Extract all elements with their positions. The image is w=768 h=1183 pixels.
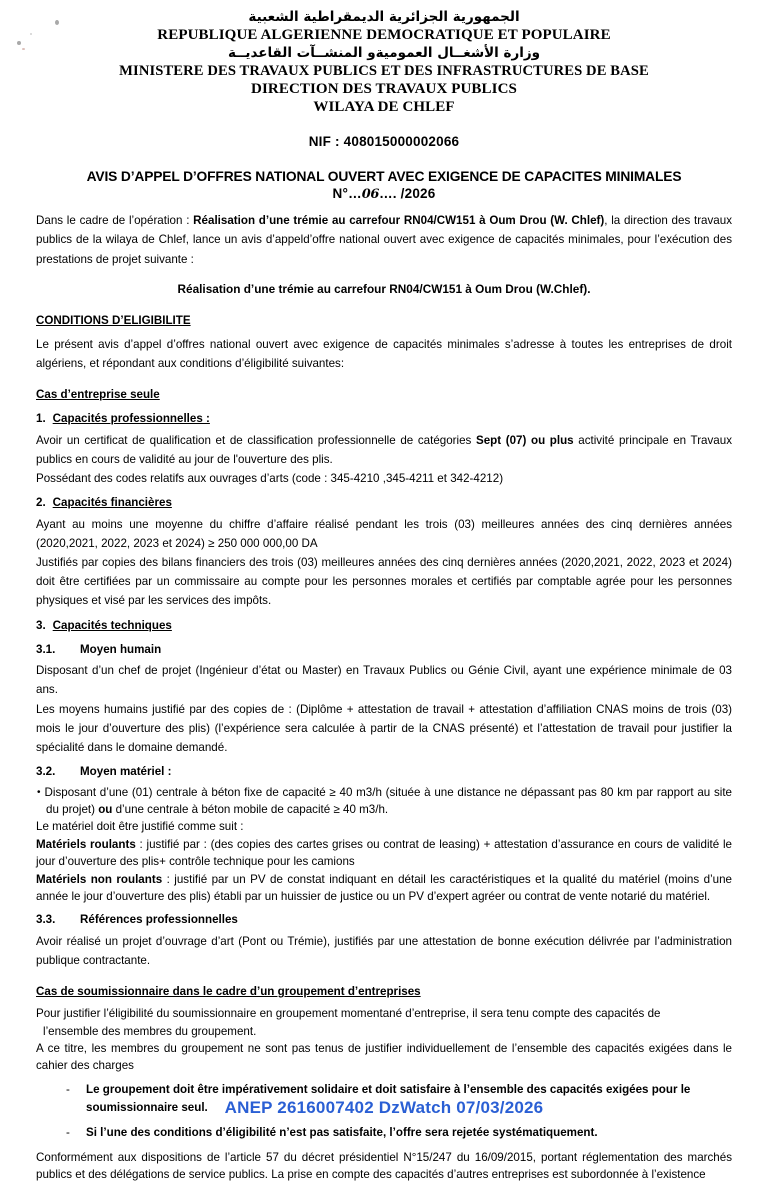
section-professional-title: Capacités professionnelles : (52, 412, 210, 426)
material-rolling-text: : justifié par : (des copies des cartes grises ou contrat de leasing) + attestation d’assurance en cours de validité le jour d’ouverture des plis+ contrôle technique pour les camions (36, 837, 732, 869)
notice-number-handwritten: 06 (361, 187, 380, 203)
notice-number-suffix: …. /2026 (379, 186, 436, 202)
section-professional-heading (36, 409, 732, 428)
material-bullet-concrete-plant (36, 784, 732, 819)
material-rolling-label: Matériels roulants (36, 837, 136, 851)
list-item: - Le groupement doit être impérativement solidaire et doit satisfaire à l’ensemble des capacités exigées pour le soumissionnaire seul. (36, 1081, 732, 1117)
subsection-human-heading (36, 640, 732, 659)
case-single-company-heading: Cas d’entreprise seule (36, 388, 160, 402)
material-non-rolling-text: : justifié par un PV de constat indiquant en détail les caractéristiques et la qualité du matériel (moins d’une année le jour d’ouverture des plis) établi par un huissier de justice ou un PV d’expert agréer ou contrat de vente notarié du matériel. (36, 872, 732, 903)
material-rolling (36, 836, 732, 871)
references-paragraph: Avoir réalisé un projet d’ouvrage d’art (Pont ou Trémie), justifiés par une attestation de bonne exécution délivrée par l’administration publique contractante. (36, 934, 732, 967)
subsection-material-title: Moyen matériel : (80, 765, 172, 779)
subsection-references-heading (36, 910, 732, 929)
financial-paragraph-2: Justifiés par copies des bilans financiers des trois (03) meilleures années des cinq dernières années (2020,2021, 2022, 2023 et 2024) doit être certifiées par un commissaire au compte pour les personnes morales et certifiés par comptable agrée pour les personnes physiques et visé par les services des impôts. (36, 555, 732, 608)
subsection-human-number: 3.1. (36, 642, 56, 656)
scan-artifact-speck (17, 41, 21, 45)
scan-artifact-speck (22, 48, 25, 50)
header-wilaya: WILAYA DE CHLEF (313, 99, 455, 116)
section-professional-number: 1. (36, 412, 46, 426)
material-bullet-a: Disposant d’une (01) centrale à béton fixe de capacité ≥ 40 m3/h (située à une distance ne dépassant pas 80 km par rapport au site du projet) (44, 785, 732, 816)
section-financial-heading (36, 493, 732, 512)
subsection-human-title: Moyen humain (80, 642, 162, 656)
grouping-closing-paragraph: Conformément aux dispositions de l’article 57 du décret présidentiel N°15/247 du 16/09/2015, portant réglementation des marchés publics et des délégations de service publics. La prise en compte des capacités d’autres entreprises est subordonnée à l’existence (36, 1150, 732, 1182)
notice-title: AVIS D’APPEL D’OFFRES NATIONAL OUVERT AVEC EXIGENCE DE CAPACITES MINIMALES (86, 169, 682, 185)
section-financial-title: Capacités financières (52, 496, 172, 510)
anep-footer: ANEP 2616007402 DzWatch 07/03/2026 (224, 1098, 544, 1117)
notice-number (36, 186, 732, 202)
section-financial-number: 2. (36, 496, 46, 510)
header-republic: REPUBLIQUE ALGERIENNE DEMOCRATIQUE ET POPULAIRE (157, 26, 611, 43)
document-header (36, 10, 732, 117)
material-non-rolling (36, 871, 732, 906)
scan-artifact-speck (30, 33, 32, 35)
header-arabic-republic: الجمهورية الجزائرية الديمقراطية الشعبية (248, 9, 520, 25)
material-bullet-b: d’une centrale à béton mobile de capacité ≥ 40 m3/h. (112, 802, 389, 816)
intro-lead: Dans le cadre de l’opération : (36, 214, 194, 228)
material-non-rolling-label: Matériels non roulants (36, 872, 163, 886)
grouping-paragraph-1b: l’ensemble des membres du groupement. (43, 1024, 257, 1038)
material-bullet-or: ou (98, 802, 113, 816)
intro-paragraph (36, 211, 732, 269)
eligibility-heading: CONDITIONS D’ELIGIBILITE (36, 314, 191, 328)
grouping-heading: Cas de soumissionnaire dans le cadre d’un groupement d’entreprises (36, 985, 421, 998)
eligibility-paragraph: Le présent avis d’appel d’offres national ouvert avec exigence de capacités minimales s’adresse à toutes les entreprises de droit algériens, et répondant aux conditions d’éligibilité suivantes: (36, 337, 732, 370)
intro-operation: Réalisation d’une trémie au carrefour RN04/CW151 à Oum Drou (W. Chlef) (193, 214, 605, 228)
material-justification-intro: Le matériel doit être justifié comme suit : (36, 820, 244, 834)
scan-artifact-speck (55, 20, 59, 25)
grouping-paragraph-1: Pour justifier l’éligibilité du soumissionnaire en groupement momentané d’entreprise, il sera tenu compte des capacités de (36, 1007, 661, 1021)
header-direction: DIRECTION DES TRAVAUX PUBLICS (251, 80, 517, 97)
project-designation: Réalisation d’une trémie au carrefour RN04/CW151 à Oum Drou (W.Chlef). (177, 281, 591, 296)
subsection-references-title: Références professionnelles (80, 913, 238, 927)
grouping-paragraph-2: A ce titre, les membres du groupement ne sont pas tenus de justifier individuellement de l’ensemble des capacités exigées dans le cahier des charges (36, 1042, 732, 1073)
professional-paragraph-1 (36, 431, 732, 469)
section-technical-heading (36, 616, 732, 635)
subsection-references-number: 3.3. (36, 913, 56, 927)
notice-number-prefix: N°… (332, 186, 362, 202)
section-technical-number: 3. (36, 618, 46, 632)
human-paragraph-2: Les moyens humains justifié par des copies de : (Diplôme + attestation de travail + attestation d’affiliation CNAS moins de trois (03) mois le jour d’ouverture des plis) (l’expérience sera calculée à partir de la CNAS présenté) et l’attestation de travail pour justifier la spécialité dans le domaine demandé. (36, 702, 732, 755)
subsection-material-number: 3.2. (36, 765, 56, 779)
professional-category: Sept (07) ou plus (475, 433, 574, 447)
header-ministry: MINISTERE DES TRAVAUX PUBLICS ET DES INFRASTRUCTURES DE BASE (119, 62, 649, 79)
human-paragraph-1: Disposant d’un chef de projet (Ingénieur d’état ou Master) en Travaux Publics ou Génie Civil, ayant une expérience minimale de 03 ans. (36, 664, 732, 697)
nif-number: NIF : 408015000002066 (308, 134, 460, 150)
subsection-material-heading (36, 762, 732, 781)
document-body (36, 211, 732, 1183)
section-technical-title: Capacités techniques (52, 618, 172, 632)
professional-p1-a: Avoir un certificat de qualification et de classification professionnelle de catégories (36, 433, 476, 447)
professional-paragraph-2: Possédant des codes relatifs aux ouvrages d’arts (code : 345-4210 ,345-4211 et 342-4212) (36, 472, 504, 486)
professional-p1-b: activité principale en Travaux publics en cours de validité au jour de l'ouverture des plis. (36, 433, 732, 466)
financial-paragraph-1: Ayant au moins une moyenne du chiffre d’affaire réalisé pendant les trois (03) meilleures années des cinq dernières années (2020,2021, 2022, 2023 et 2024) ≥ 250 000 000,00 DA (36, 517, 732, 550)
header-arabic-ministry: وزارة الأشغــال العموميةو المنشــآت القاعديــة (227, 44, 541, 61)
list-item: - Si l’une des conditions d’éligibilité n’est pas satisfaite, l’offre sera rejetée systématiquement. (36, 1124, 732, 1142)
intro-rest: , la direction des travaux publics de la wilaya de Chlef, lance un avis d’appeld’offre national ouvert avec exigence de capacités minimales, pour l’exécution des prestations de projet suivante : (36, 214, 732, 266)
